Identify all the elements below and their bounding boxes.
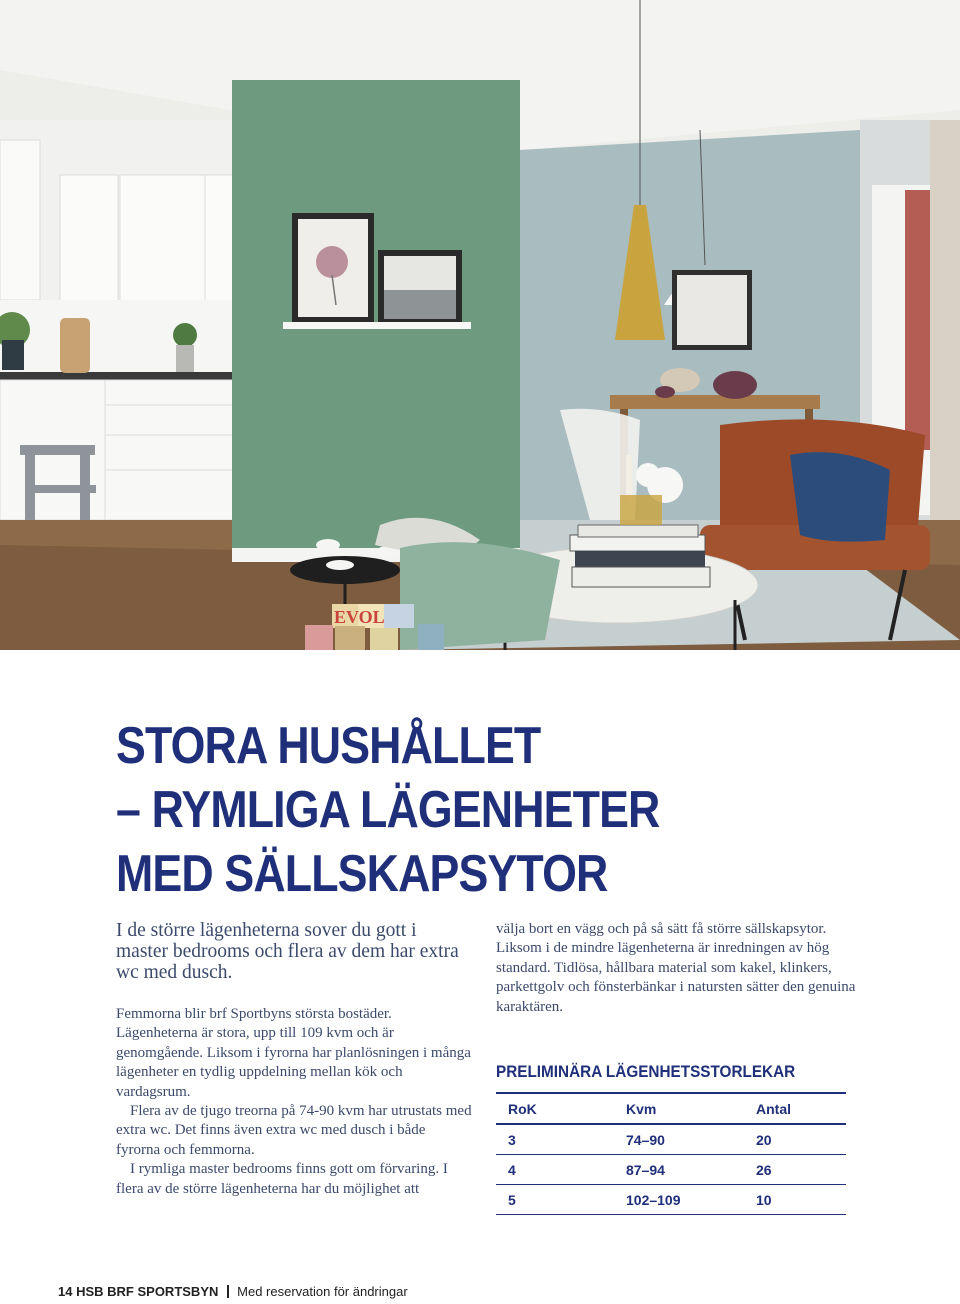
page-number: 14 [58,1284,73,1299]
headline-line-1: STORA HUSHÅLLET [116,717,541,775]
cell-antal: 20 [756,1131,772,1148]
cell-kvm: 74–90 [626,1131,665,1148]
footer-divider [227,1285,229,1298]
table-row [496,1124,846,1155]
apartment-sizes-table [496,1092,846,1215]
cell-antal: 26 [756,1161,772,1178]
body-paragraph-2: Flera av de tjugo treorna på 74-90 kvm har utrustats med extra wc. Det finns även extra wc med dusch i både fyrorna och femmorna. [116,1103,472,1158]
cell-antal: 10 [756,1191,772,1208]
footer-note: Med reservation för ändringar [237,1284,408,1299]
page-headline [116,714,804,906]
column-header-rok: RoK [508,1100,537,1117]
toy-blocks-lettering: EVOL [334,607,385,627]
intro-paragraph: I de större lägenheterna sover du gott i master bedrooms och flera av dem har extra wc med dusch. [116,920,459,983]
footer-brand: HSB BRF SPORTSBYN [76,1284,219,1299]
table-row [496,1185,846,1215]
body-paragraph-continued: välja bort en vägg och på så sätt få större sällskapsytor. Liksom i de mindre lägenheterna är inredningen av hög standard. Tidlösa, hållbara material som kakel, klinkers, parkettgolv och fönsterbänkar i natursten sätter den genuina karaktären. [496,921,856,1015]
column-header-antal: Antal [756,1100,791,1117]
headline-line-3: MED SÄLLSKAPSYTOR [116,845,608,903]
cell-rok: 5 [508,1191,516,1208]
table-title: PRELIMINÄRA LÄGENHETSSTORLEKAR [496,1062,796,1081]
left-text-column [116,920,472,1199]
cell-kvm: 87–94 [626,1161,665,1178]
cell-rok: 3 [508,1131,516,1148]
body-paragraph-1: Femmorna blir brf Sportbyns största bostäder. Lägenheterna är stora, upp till 109 kvm och är genomgående. Liksom i fyrorna har planlösningen i många lägenheter en tydlig uppdelning mellan kök och vardagsrum. [116,1006,471,1100]
cell-kvm: 102–109 [626,1191,681,1208]
column-header-kvm: Kvm [626,1100,657,1117]
body-paragraph-3: I rymliga master bedrooms finns gott om förvaring. I flera av de större lägenheterna har du möjlighet att [116,1161,448,1197]
interior-photo [0,0,960,650]
table-row [496,1155,846,1185]
page-footer [58,1284,408,1299]
cell-rok: 4 [508,1161,516,1178]
right-text-column [496,920,856,1017]
headline-line-2: – RYMLIGA LÄGENHETER [116,781,660,839]
table-header-row [496,1093,846,1124]
